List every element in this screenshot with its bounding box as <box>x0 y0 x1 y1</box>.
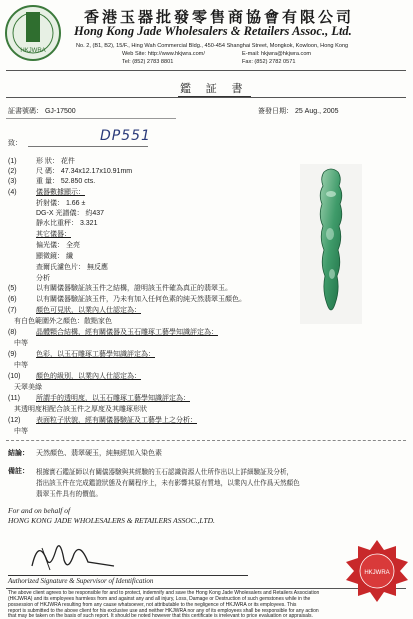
finding-text: 顏色可見狀，以業內人仕認定為： <box>36 307 141 314</box>
analysis-heading: 分析 <box>36 275 50 282</box>
association-seal <box>344 538 410 604</box>
recipient-underline <box>28 146 148 147</box>
finding-10-answer: 天翠美綠 <box>14 384 42 391</box>
disclaimer-line-4: report is submitted to the above client for his exclusive use and neither HKJWRA nor any of its employees shall be responsible for any action <box>8 608 319 614</box>
item-number: (3) <box>8 178 17 185</box>
other-instruments: 其它儀器： <box>36 231 71 238</box>
finding-7-answer: 有白色範圍外之顏色：散點家色 <box>14 318 112 325</box>
certificate-title: 鑑 証 書 <box>178 80 251 97</box>
finding-11 <box>8 393 190 403</box>
title-divider <box>6 97 406 98</box>
finding-11-answer: 其透明度相配合該玉件之厚度及其雕琢形狀 <box>14 406 147 413</box>
org-tel: Tel: (852) 2783 8801 <box>122 59 174 65</box>
item-instrument <box>8 187 85 197</box>
microscope-reading: 顯微鏡： 纖 <box>36 253 73 260</box>
remark-line-1: 根據實石鑑証師以有關儀器驗與其經驗的玉石認識資源人仕所作出以上詳細驗証及分析， <box>36 469 294 476</box>
disclaimer-line-1: The above client agrees to be responsible for and to protect, indemnify and save the Hong Kong Jade Wholesalers and Retailers Association <box>8 590 320 596</box>
disclaimer-line-2: (HKJWRA) and its employees harmless from and against any and all injury, Loss, Damage or Destruction of such gemstones while in the <box>8 596 311 602</box>
logo-text: HKJWRA <box>20 48 46 54</box>
finding-10 <box>8 371 141 381</box>
org-email: E-mail: hkjwra@hkjwra.com <box>242 51 312 57</box>
org-fax: Fax: (852) 2782 0571 <box>242 59 296 65</box>
finding-number: (5) <box>8 285 17 292</box>
finding-number: (6) <box>8 296 17 303</box>
hydrostatic-reading: 靜水比重秤： 3.321 <box>36 220 98 227</box>
remark-label: 備註： <box>8 468 29 475</box>
cert-number-divider <box>6 118 176 119</box>
polariscope-reading: 偏光儀： 全亮 <box>36 242 80 249</box>
finding-number: (7) <box>8 307 17 314</box>
finding-text: 以有關儀器驗証該玉件之結構，證明該玉件確為真正的翡翠玉。 <box>36 285 232 292</box>
cert-number-value: GJ-17500 <box>44 108 76 115</box>
finding-7 <box>8 305 141 315</box>
conclusion-label: 結論： <box>8 450 29 457</box>
association-logo <box>4 4 62 62</box>
disclaimer-line-3: possession of HKJWRA resulting from any cause whatsoever, not attributable to the negligence of HKJWRA or its employees. This <box>8 602 297 608</box>
finding-number: (12) <box>8 417 21 424</box>
disclaimer-line-5: that may be taken on the basis of such report. It should be noted however that this certificate is irrelevant to price evaluation or appraisals. <box>8 613 313 619</box>
item-text: 尺 碼： 47.34x12.17x10.91mm <box>36 168 133 175</box>
jade-photo <box>300 164 362 324</box>
finding-12-answer: 中等 <box>14 428 28 435</box>
conclusion-divider <box>6 440 406 441</box>
finding-text: 表面粒子狀貌，經有關儀器驗証及工藝學上之分析： <box>36 417 197 424</box>
authorized-signature <box>28 536 118 574</box>
item-weight <box>8 176 95 186</box>
remark-line-3: 翡翠玉件具有的價值。 <box>36 491 102 498</box>
behalf-line-2: HONG KONG JADE WHOLESALERS & RETAILERS ASSOC.,LTD. <box>8 516 215 525</box>
finding-text: 晶體顆合結構，經有關儀器及玉石雕琢工藝學知識評定為： <box>36 329 218 336</box>
finding-number: (8) <box>8 329 17 336</box>
finding-number: (10) <box>8 373 21 380</box>
item-number: (2) <box>8 168 17 175</box>
item-number: (1) <box>8 158 17 165</box>
behalf-line-1: For and on behalf of <box>8 506 71 515</box>
finding-8 <box>8 327 218 337</box>
item-text: 重 量： 52.850 cts. <box>36 178 96 185</box>
item-text: 儀器數據顯示： <box>36 189 85 196</box>
chelsea-filter-reading: 查爾氏濾色片： 無反應 <box>36 264 108 271</box>
org-address: No. 2, (B1, B2), 15/F., Hing Wah Commercial Bldg., 450-454 Shanghai Street, Mongkok, Kowloon, Hong Kong <box>76 43 349 49</box>
finding-number: (9) <box>8 351 17 358</box>
finding-12 <box>8 415 197 425</box>
item-number: (4) <box>8 189 17 196</box>
issue-date-label: 簽發日期： <box>258 108 293 115</box>
finding-8-answer: 中等 <box>14 340 28 347</box>
org-name-chinese: 香港玉器批發零售商協會有限公司 <box>84 10 355 26</box>
handwritten-reference: DP551 <box>100 128 151 144</box>
cert-number <box>8 106 76 116</box>
header-divider <box>6 70 406 71</box>
cert-number-label: 証書號碼： <box>8 108 43 115</box>
item-shape <box>8 156 75 166</box>
org-website: Web Site: http://www.hkjwra.com/ <box>122 51 205 57</box>
finding-9-answer: 中等 <box>14 362 28 369</box>
conclusion-text: 天然顏色、翡翠硬玉，純無經加入染色素 <box>36 450 162 457</box>
remark-line-2: 指出該玉件在完成鑑證狀態及有關程序上，未有影響其原有質地，以業內人仕作爲天然顏色 <box>36 480 300 487</box>
finding-5 <box>8 283 232 293</box>
jade-pendant-image <box>300 164 362 324</box>
item-size <box>8 166 132 176</box>
finding-text: 色彩，以玉石雕琢工藝學知識評定為： <box>36 351 155 358</box>
finding-9 <box>8 349 155 359</box>
finding-number: (11) <box>8 395 20 402</box>
recipient-label: 致： <box>8 140 22 147</box>
issue-date <box>258 106 339 116</box>
item-text: 形 狀： 花件 <box>36 158 75 165</box>
spectroscope-reading: DG-X 光譜儀： 約437 <box>36 210 105 217</box>
finding-text: 以有關儀器驗証該玉件，乃未有加入任何色素的純天然翡翠玉顏色。 <box>36 296 246 303</box>
seal-text: HKJWRA <box>364 570 390 576</box>
org-name-english: Hong Kong Jade Wholesalers & Retailers Assoc., Ltd. <box>74 24 352 38</box>
refractometer-reading: 折射儀： 1.66 ± <box>36 200 86 207</box>
issue-date-value: 25 Aug., 2005 <box>294 108 339 115</box>
signature-line <box>8 575 248 576</box>
finding-text: 顏色的級別，以業內人仕認定為： <box>36 373 141 380</box>
finding-text: 所謂手的透明度，以玉石雕琢工藝學知識評定為： <box>36 395 190 402</box>
signature-caption: Authorized Signature & Supervisor of Identification <box>8 577 154 585</box>
finding-6 <box>8 294 246 304</box>
